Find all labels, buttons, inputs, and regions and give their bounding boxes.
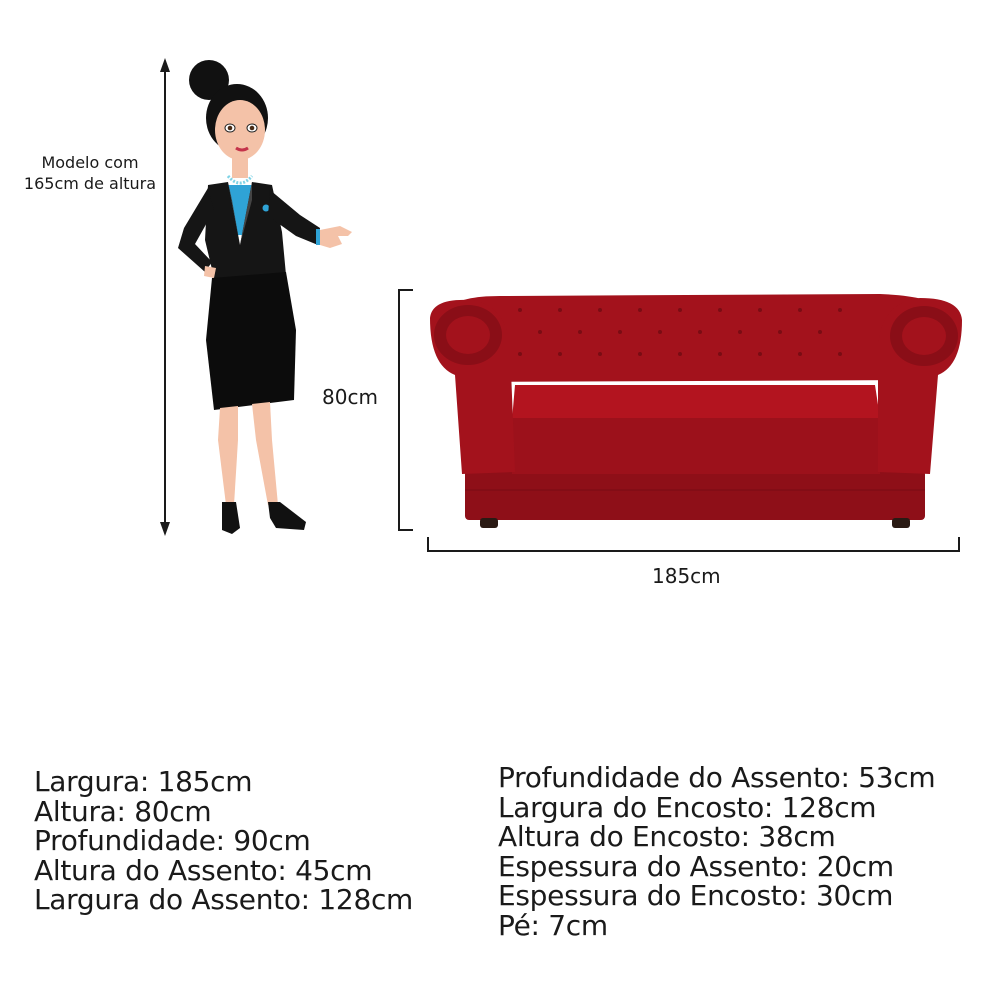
model-caption [10, 152, 170, 194]
spec-espessura-assento: Espessura do Assento: 20cm [498, 849, 894, 883]
sofa-width-label: 185cm [652, 564, 721, 588]
specs-list-right [498, 763, 935, 940]
spec-altura-assento: Altura do Assento: 45cm [34, 853, 373, 887]
spec-largura-assento: Largura do Assento: 128cm [34, 883, 414, 916]
spec-largura-encosto: Largura do Encosto: 128cm [498, 790, 877, 824]
spec-largura: Largura: 185cm [34, 765, 253, 798]
spec-pe: Pé: 7cm [498, 908, 608, 942]
spec-altura-encosto: Altura do Encosto: 38cm [498, 820, 836, 853]
model-figure [178, 60, 352, 534]
spec-espessura-encosto: Espessura do Encosto: 30cm [498, 879, 894, 912]
model-caption-line-2: 165cm de altura [23, 174, 157, 193]
spec-profundidade: Profundidade: 90cm [34, 824, 311, 857]
model-height-arrow [160, 58, 170, 536]
sofa-height-bracket [399, 290, 413, 530]
sofa-width-bracket [428, 537, 959, 551]
spec-profundidade-assento: Profundidade do Assento: 53cm [498, 761, 936, 794]
model-caption-line-1: Modelo com [41, 153, 139, 172]
spec-altura: Altura: 80cm [34, 794, 212, 828]
sofa-height-label: 80cm [322, 385, 378, 409]
specs-list-left [34, 767, 413, 915]
chesterfield-sofa [430, 294, 962, 528]
